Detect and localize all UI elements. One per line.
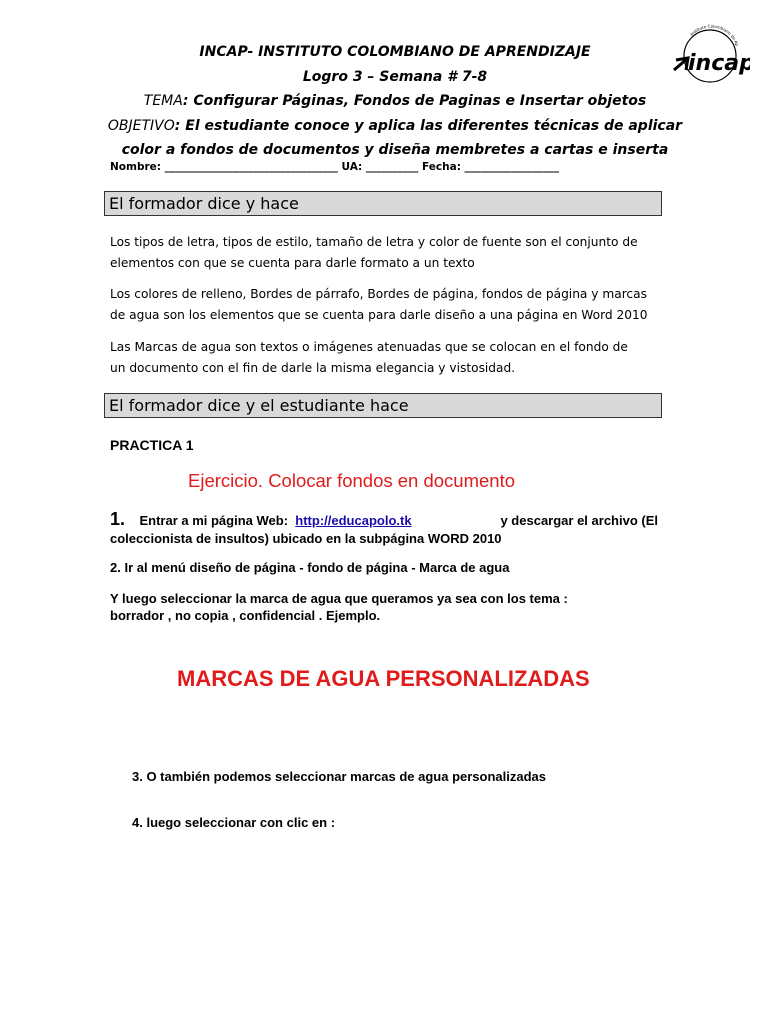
step-2: 2. Ir al menú diseño de página - fondo de página - Marca de agua (110, 560, 510, 575)
tema-line (100, 93, 690, 109)
logro-line: Logro 3 – Semana # 7-8 (302, 69, 488, 85)
objetivo-line-1 (100, 118, 690, 134)
objetivo-label: OBJETIVO (107, 118, 175, 134)
paragraph-line: Los colores de relleno, Bordes de párrafo, Bordes de página, fondos de página y marcas (110, 287, 647, 301)
paragraph-tipos (110, 232, 662, 274)
marcas-personalizadas-title: MARCAS DE AGUA PERSONALIZADAS (177, 666, 590, 691)
paragraph-line: un documento con el fin de darle la misma elegancia y vistosidad. (110, 361, 516, 375)
step-1-text-b: y descargar el archivo (El (500, 513, 658, 528)
step-2-detail (110, 590, 568, 624)
objetivo-text-1: : El estudiante conoce y aplica las diferentes técnicas de aplicar (174, 118, 683, 134)
step-1-text: Entrar a mi página Web: (139, 513, 289, 528)
logo-text: incap (688, 51, 750, 76)
step-2-detail-line: borrador , no copia , confidencial . Ejemplo. (110, 608, 381, 623)
section-box-formador-hace: El formador dice y hace (104, 191, 662, 216)
step-2-detail-line: Y luego seleccionar la marca de agua que queramos ya sea con los tema : (110, 591, 568, 606)
incap-logo (666, 24, 750, 90)
objetivo-line-2: color a fondos de documentos y diseña membretes a cartas e inserta (121, 142, 669, 158)
paragraph-marcas (110, 337, 662, 379)
institution-title: INCAP- INSTITUTO COLOMBIANO DE APRENDIZAJE (199, 44, 591, 60)
paragraph-colores (110, 284, 662, 326)
section-box-estudiante-hace: El formador dice y el estudiante hace (104, 393, 662, 418)
step-1-number: 1. (110, 509, 126, 529)
step-1 (110, 509, 658, 546)
nombre-fields-line: Nombre: _________________________________ UA: __________ Fecha: __________________ (110, 161, 560, 173)
paragraph-line: elementos con que se cuenta para darle formato a un texto (110, 256, 475, 270)
ejercicio-title: Ejercicio. Colocar fondos en documento (188, 470, 516, 491)
logo-arrow-icon (674, 58, 688, 70)
practica-heading: PRACTICA 1 (110, 437, 194, 453)
tema-text: : Configurar Páginas, Fondos de Paginas e Insertar objetos (182, 93, 647, 109)
educapolo-link[interactable]: http://educapolo.tk (295, 513, 412, 528)
tema-label: TEMA (143, 93, 183, 109)
step-1-text-c: coleccionista de insultos) ubicado en la subpágina WORD 2010 (110, 531, 502, 546)
step-3: 3. O también podemos seleccionar marcas de agua personalizadas (132, 769, 546, 784)
paragraph-line: Los tipos de letra, tipos de estilo, tamaño de letra y color de fuente son el conjunto de (110, 235, 638, 249)
logo-arc-text: Instituto Colombiano de Ap (689, 24, 740, 47)
paragraph-line: Las Marcas de agua son textos o imágenes atenuadas que se colocan en el fondo de (110, 340, 628, 354)
paragraph-line: de agua son los elementos que se cuenta para darle diseño a una página en Word 2010 (110, 308, 648, 322)
step-4: 4. luego seleccionar con clic en : (132, 815, 336, 830)
